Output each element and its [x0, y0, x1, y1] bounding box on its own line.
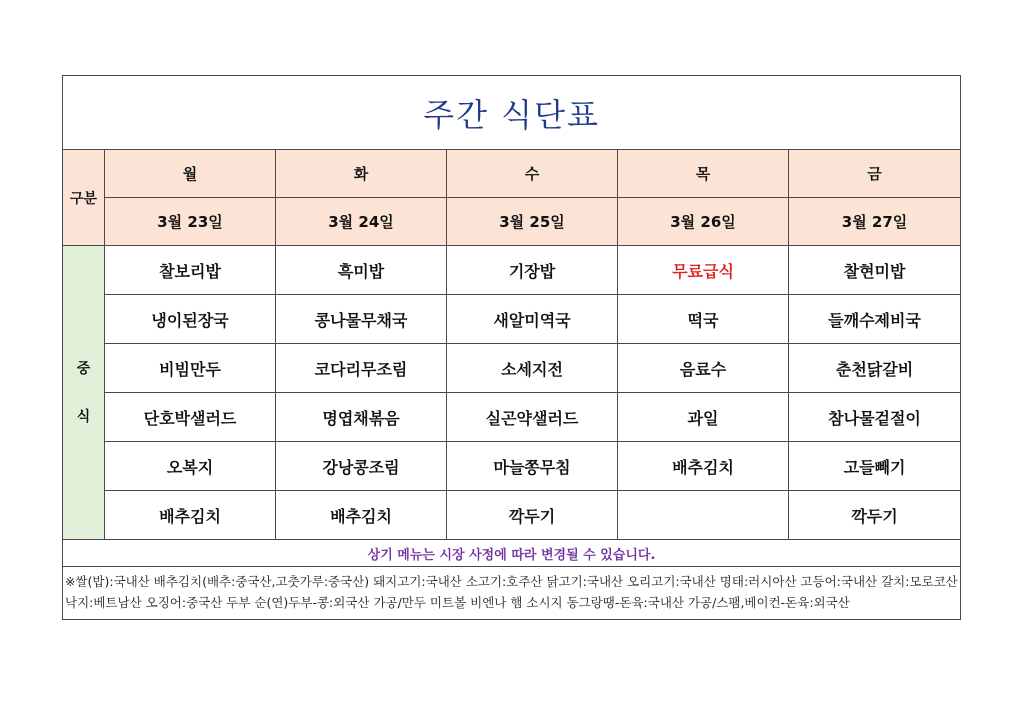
menu-table — [62, 75, 961, 620]
date-header-mon: 3월 23일 — [105, 198, 276, 246]
menu-cell: 들깨수제비국 — [789, 295, 961, 344]
date-header-fri: 3월 27일 — [789, 198, 961, 246]
menu-cell-empty — [618, 491, 789, 540]
menu-cell: 배추김치 — [618, 442, 789, 491]
menu-cell: 흑미밥 — [276, 246, 447, 295]
menu-cell: 깍두기 — [789, 491, 961, 540]
menu-row — [63, 246, 961, 295]
menu-row — [63, 295, 961, 344]
weekly-menu-sheet — [62, 75, 960, 620]
page-title: 주간 식단표 — [63, 76, 961, 150]
menu-cell: 배추김치 — [276, 491, 447, 540]
menu-row — [63, 393, 961, 442]
menu-cell: 강낭콩조림 — [276, 442, 447, 491]
day-header-wed: 수 — [447, 150, 618, 198]
menu-cell: 고들빼기 — [789, 442, 961, 491]
menu-cell: 기장밥 — [447, 246, 618, 295]
menu-row — [63, 344, 961, 393]
date-header-thu: 3월 26일 — [618, 198, 789, 246]
date-header-tue: 3월 24일 — [276, 198, 447, 246]
lunch-side-label — [63, 246, 105, 540]
menu-cell: 마늘쫑무침 — [447, 442, 618, 491]
date-header-wed: 3월 25일 — [447, 198, 618, 246]
menu-cell: 비빔만두 — [105, 344, 276, 393]
menu-row — [63, 491, 961, 540]
date-row — [63, 198, 961, 246]
menu-cell: 새알미역국 — [447, 295, 618, 344]
menu-row — [63, 442, 961, 491]
day-header-mon: 월 — [105, 150, 276, 198]
menu-cell: 오복지 — [105, 442, 276, 491]
day-header-thu: 목 — [618, 150, 789, 198]
menu-cell: 실곤약샐러드 — [447, 393, 618, 442]
menu-cell: 찰보리밥 — [105, 246, 276, 295]
menu-cell: 소세지전 — [447, 344, 618, 393]
menu-cell: 춘천닭갈비 — [789, 344, 961, 393]
day-header-tue: 화 — [276, 150, 447, 198]
menu-cell: 참나물겉절이 — [789, 393, 961, 442]
menu-cell: 과일 — [618, 393, 789, 442]
category-label: 구분 — [63, 150, 105, 246]
menu-cell: 단호박샐러드 — [105, 393, 276, 442]
menu-cell-free-meal: 무료급식 — [618, 246, 789, 295]
origin-note: ※쌀(밥):국내산 배추김치(배추:중국산,고춧가루:중국산) 돼지고기:국내산 소고기:호주산 닭고기:국내산 오리고기:국내산 명태:러시아산 고등어:국내산 갈치:모로코산 낙지:베트남산 오징어:중국산 두부 순(연)두부-콩:외국산 가공/만두 미트볼 비엔나 햄 소시지 동그랑땡-돈육:국내산 가공/스팸,베이컨-돈육:외국산 — [63, 567, 961, 620]
menu-cell: 찰현미밥 — [789, 246, 961, 295]
menu-cell: 냉이된장국 — [105, 295, 276, 344]
menu-cell: 코다리무조림 — [276, 344, 447, 393]
menu-cell: 떡국 — [618, 295, 789, 344]
menu-cell: 배추김치 — [105, 491, 276, 540]
menu-cell: 깍두기 — [447, 491, 618, 540]
side-label-char: 중 — [76, 360, 91, 377]
day-row — [63, 150, 961, 198]
day-header-fri: 금 — [789, 150, 961, 198]
menu-cell: 콩나물무채국 — [276, 295, 447, 344]
menu-change-notice: 상기 메뉴는 시장 사정에 따라 변경될 수 있습니다. — [63, 540, 961, 567]
menu-cell: 명엽채볶음 — [276, 393, 447, 442]
side-label-char: 식 — [76, 408, 91, 425]
menu-cell: 음료수 — [618, 344, 789, 393]
